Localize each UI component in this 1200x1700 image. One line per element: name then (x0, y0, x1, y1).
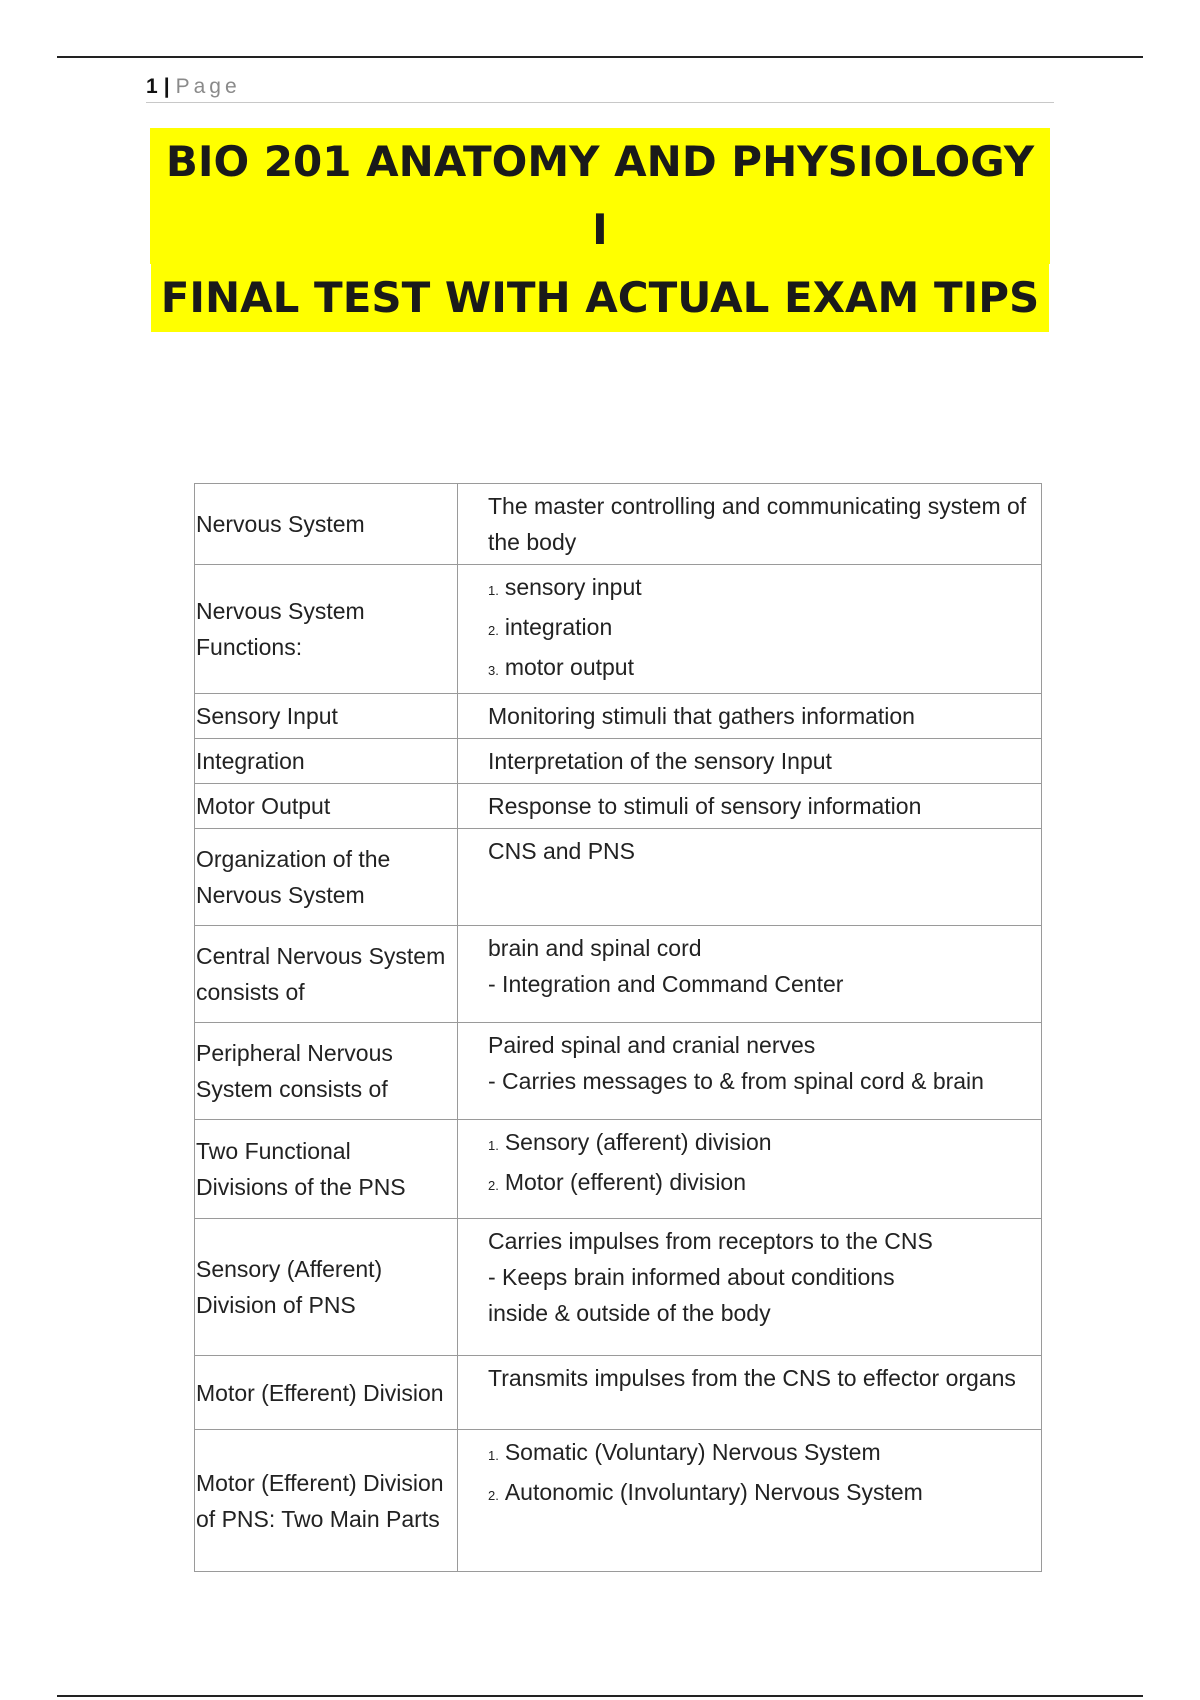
header-separator: | (163, 75, 170, 98)
definition-line: sensory input (504, 574, 642, 600)
list-number: 2. (488, 623, 499, 638)
list-number: 1. (488, 1138, 499, 1153)
list-item (488, 649, 1033, 689)
definition-line: integration (504, 614, 613, 640)
definition-line: - Integration and Command Center (488, 971, 844, 997)
term-cell: Motor Output (195, 784, 458, 829)
definition-cell (458, 784, 1042, 829)
definition-line: Paired spinal and cranial nerves (488, 1032, 816, 1058)
term-cell: Sensory (Afferent) Division of PNS (195, 1219, 458, 1356)
title-line-1: BIO 201 ANATOMY AND PHYSIOLOGY I (150, 128, 1050, 264)
term-cell: Organization of the Nervous System (195, 829, 458, 926)
definition-line: Carries impulses from receptors to the CNS (488, 1228, 933, 1254)
bottom-rule (57, 1695, 1143, 1697)
table-row (195, 1023, 1042, 1120)
title-line-2: FINAL TEST WITH ACTUAL EXAM TIPS (151, 264, 1050, 332)
definition-cell (458, 484, 1042, 565)
definition-line: inside & outside of the body (488, 1300, 771, 1326)
definition-cell (458, 1120, 1042, 1219)
definition-line: Transmits impulses from the CNS to effector organs (488, 1365, 1016, 1391)
definition-line: Somatic (Voluntary) Nervous System (504, 1439, 881, 1465)
table-row (195, 829, 1042, 926)
definition-line: The master controlling and communicating system of the body (488, 493, 1027, 555)
list-number: 1. (488, 1448, 499, 1463)
definition-cell (458, 926, 1042, 1023)
list-item (488, 569, 1033, 609)
term-cell: Two Functional Divisions of the PNS (195, 1120, 458, 1219)
table-row (195, 926, 1042, 1023)
table-row (195, 1219, 1042, 1356)
list-number: 1. (488, 583, 499, 598)
definition-line: Interpretation of the sensory Input (488, 748, 832, 774)
term-cell: Integration (195, 739, 458, 784)
definition-line: CNS and PNS (488, 838, 636, 864)
term-cell: Sensory Input (195, 694, 458, 739)
definition-line: Sensory (afferent) division (504, 1129, 772, 1155)
table-row (195, 1356, 1042, 1430)
definition-line: Motor (efferent) division (504, 1169, 747, 1195)
definition-line: Monitoring stimuli that gathers information (488, 703, 915, 729)
list-item (488, 1164, 1033, 1204)
list-item (488, 1434, 1033, 1474)
definition-cell (458, 1023, 1042, 1120)
list-number: 3. (488, 663, 499, 678)
top-rule (57, 56, 1143, 58)
table-row (195, 565, 1042, 694)
definition-line: brain and spinal cord (488, 935, 702, 961)
table-row (195, 1120, 1042, 1219)
table-row (195, 484, 1042, 565)
term-cell: Peripheral Nervous System consists of (195, 1023, 458, 1120)
term-cell: Motor (Efferent) Division (195, 1356, 458, 1430)
page-label: Page (175, 75, 241, 98)
definition-line: - Carries messages to & from spinal cord & brain (488, 1068, 984, 1094)
list-number: 2. (488, 1178, 499, 1193)
page-header (146, 72, 1054, 103)
table-row (195, 1430, 1042, 1572)
page-number: 1 (146, 75, 158, 98)
term-cell: Nervous System Functions: (195, 565, 458, 694)
list-item (488, 1474, 1033, 1514)
table-row (195, 739, 1042, 784)
definition-cell (458, 565, 1042, 694)
definition-cell (458, 739, 1042, 784)
definition-cell (458, 829, 1042, 926)
definition-line: motor output (504, 654, 634, 680)
definition-line: - Keeps brain informed about conditions (488, 1264, 895, 1290)
definition-cell (458, 1430, 1042, 1572)
document-title (150, 128, 1050, 332)
term-cell: Motor (Efferent) Division of PNS: Two Main Parts (195, 1430, 458, 1572)
study-table (194, 483, 1042, 1572)
table-row (195, 784, 1042, 829)
term-cell: Nervous System (195, 484, 458, 565)
definition-cell (458, 1356, 1042, 1430)
term-cell: Central Nervous System consists of (195, 926, 458, 1023)
list-item (488, 609, 1033, 649)
definition-line: Autonomic (Involuntary) Nervous System (504, 1479, 923, 1505)
definition-cell (458, 1219, 1042, 1356)
list-item (488, 1124, 1033, 1164)
definition-line: Response to stimuli of sensory information (488, 793, 922, 819)
table-row (195, 694, 1042, 739)
list-number: 2. (488, 1488, 499, 1503)
definition-cell (458, 694, 1042, 739)
